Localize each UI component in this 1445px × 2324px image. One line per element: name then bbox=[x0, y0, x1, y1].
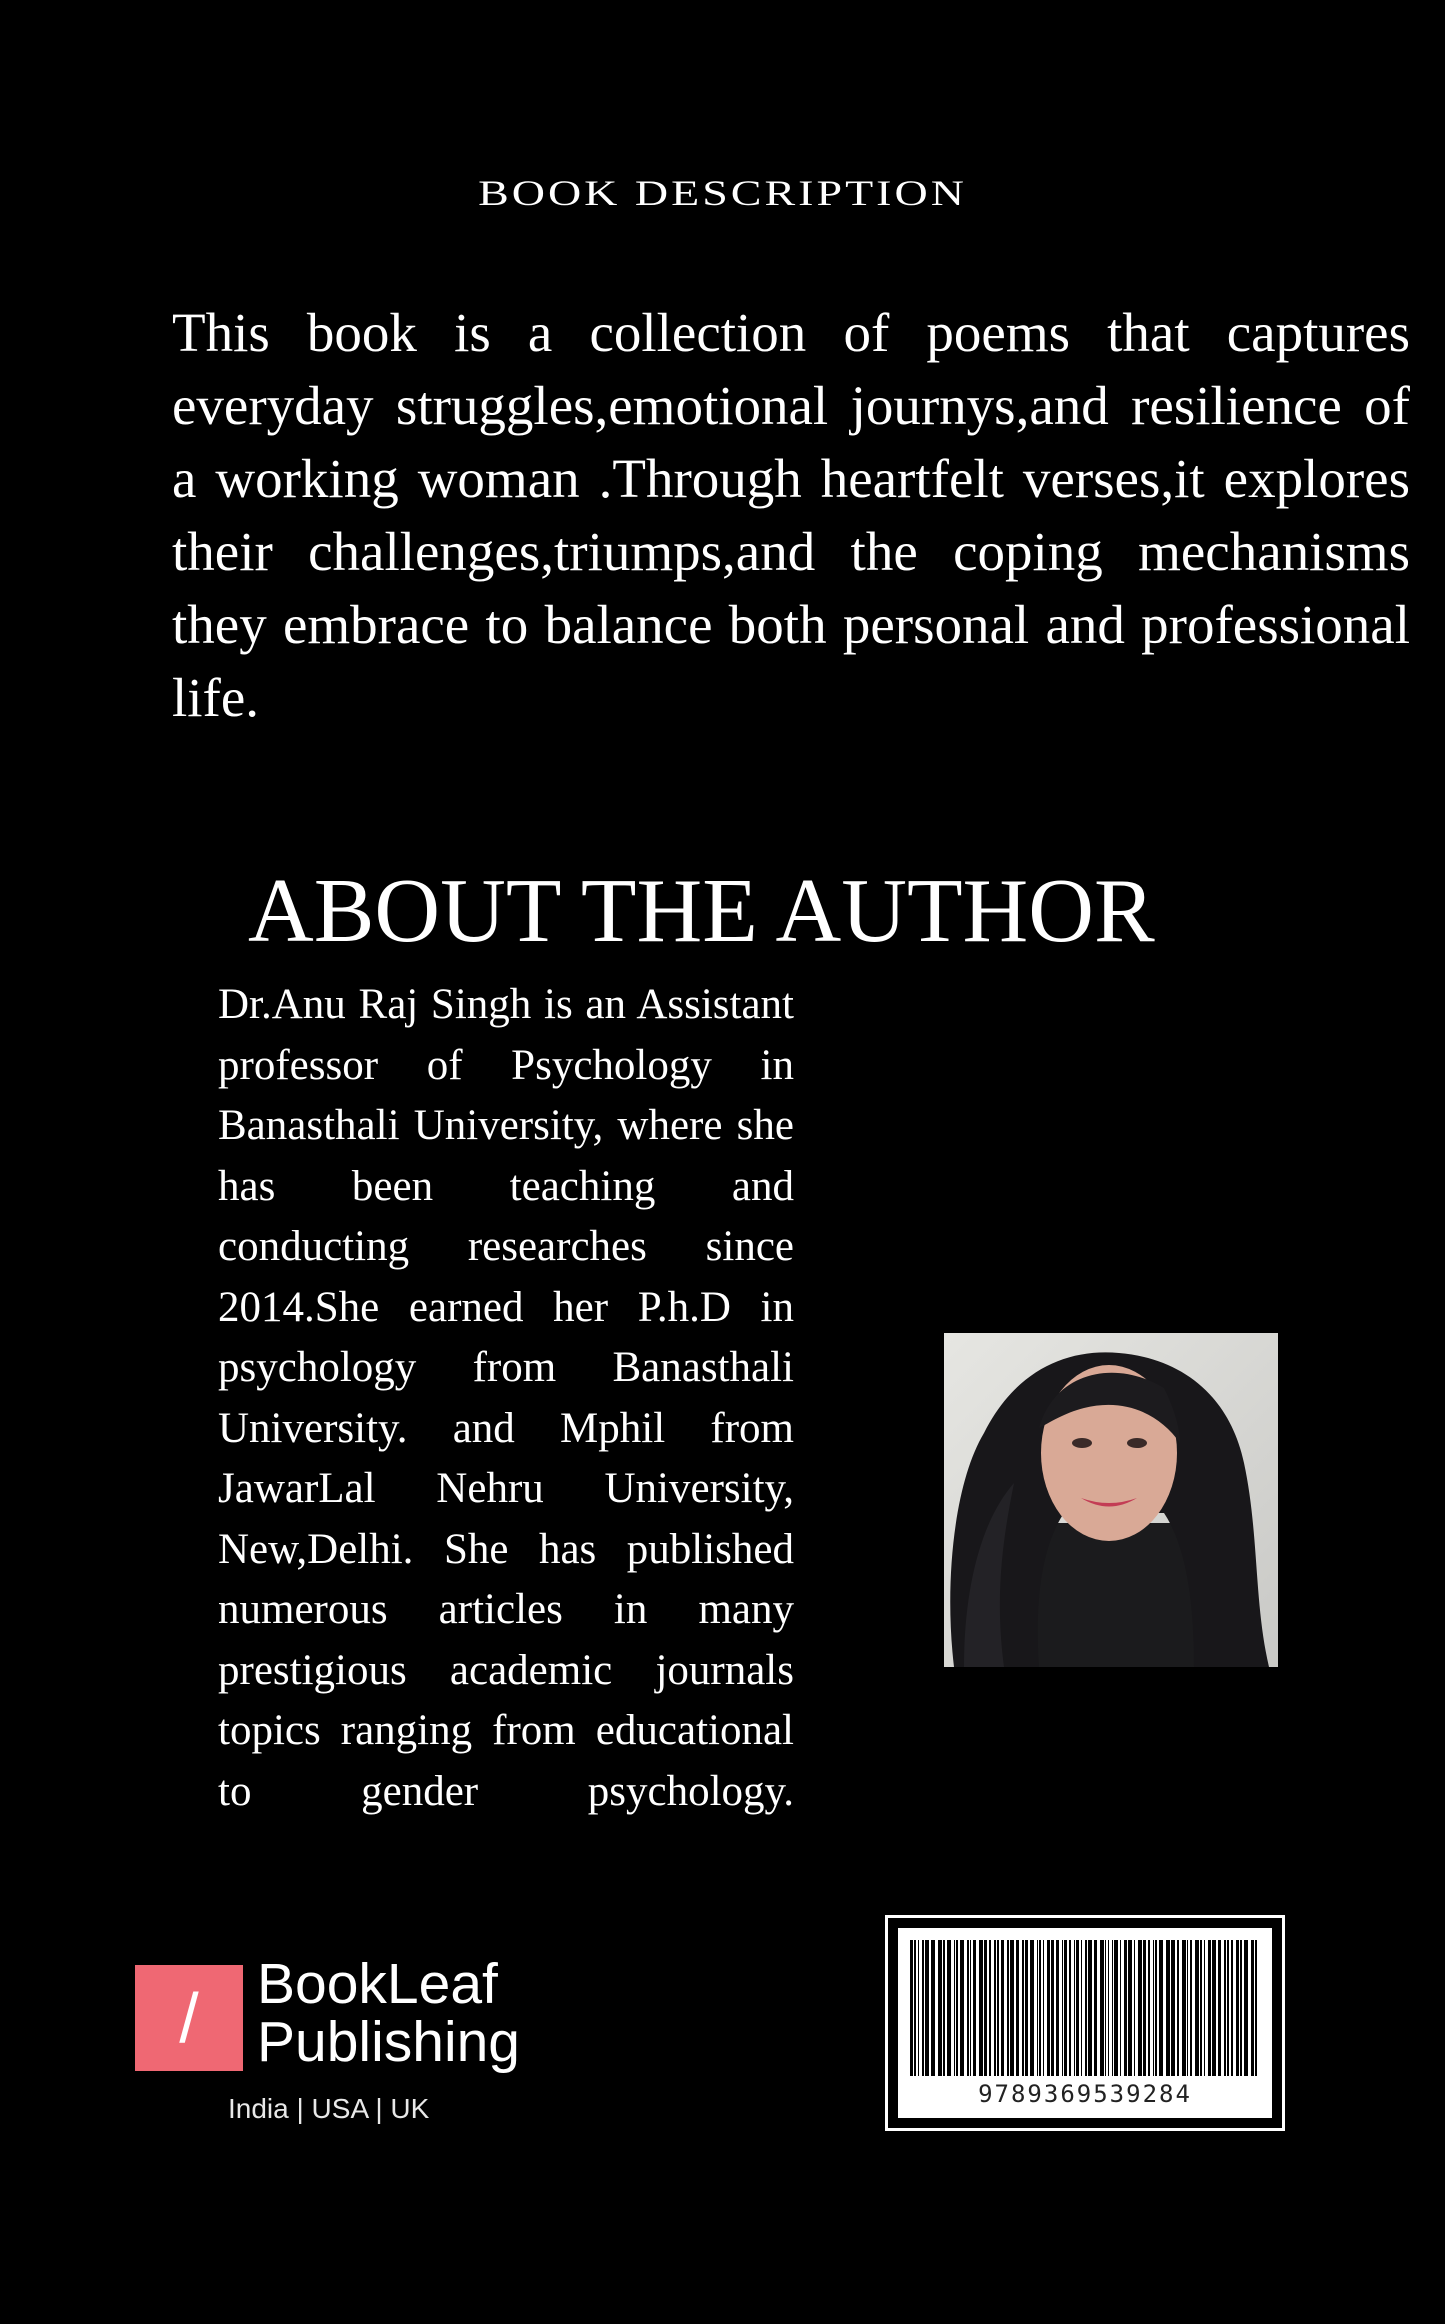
barcode-bar bbox=[997, 1940, 999, 2076]
author-bio-text: Dr.Anu Raj Singh is an Assistant professor of Psychology in Banasthali University, where she has been teaching and conducting researches since 2014.She earned her P.h.D in psychology from Banasthali University. and Mphil from JawarLal Nehru University, New,Delhi. She has published numerous articles in many prestigious academic journals topics ranging from educational to gender psychology. bbox=[218, 981, 794, 1815]
barcode-bar bbox=[1112, 1940, 1113, 2076]
barcode-bar bbox=[1236, 1940, 1239, 2076]
barcode-bar bbox=[1134, 1940, 1135, 2076]
barcode-bar bbox=[1108, 1940, 1109, 2076]
barcode-bar bbox=[1120, 1940, 1121, 2076]
barcode-bar bbox=[1153, 1940, 1154, 2076]
publisher-regions: India | USA | UK bbox=[228, 2093, 430, 2124]
barcode-bar bbox=[1001, 1940, 1004, 2076]
barcode-bar bbox=[1074, 1940, 1075, 2076]
barcode-bar bbox=[1056, 1940, 1059, 2076]
barcode-bar bbox=[1224, 1940, 1226, 2076]
barcode-bar bbox=[984, 1940, 987, 2076]
barcode-bar bbox=[943, 1940, 945, 2076]
barcode-bar bbox=[1105, 1940, 1106, 2076]
publisher-name-line1: BookLeaf bbox=[257, 1952, 498, 2016]
barcode-bar bbox=[1025, 1940, 1028, 2076]
barcode-bar bbox=[1195, 1940, 1199, 2076]
barcode-bar bbox=[1062, 1940, 1063, 2076]
publisher-logo bbox=[135, 1952, 555, 2135]
barcode-bar bbox=[1200, 1940, 1202, 2076]
barcode-bar bbox=[918, 1940, 919, 2076]
barcode-bar bbox=[994, 1940, 996, 2076]
barcode-bar bbox=[1100, 1940, 1104, 2076]
barcode-bar bbox=[1218, 1940, 1221, 2076]
barcode-bar bbox=[922, 1940, 924, 2076]
barcode-bar bbox=[1190, 1940, 1192, 2076]
barcode-bar bbox=[1094, 1940, 1097, 2076]
about-author-heading: ABOUT THE AUTHOR bbox=[248, 860, 1155, 961]
barcode-bar bbox=[1244, 1940, 1248, 2076]
barcode-bar bbox=[1081, 1940, 1082, 2076]
barcode-bar bbox=[1039, 1940, 1041, 2076]
barcode-bar bbox=[1240, 1940, 1242, 2076]
barcode-bar bbox=[1007, 1940, 1009, 2076]
barcode-bar bbox=[1016, 1940, 1019, 2076]
barcode-bar bbox=[1088, 1940, 1092, 2076]
publisher-name-line2: Publishing bbox=[257, 2010, 521, 2074]
barcode-bar bbox=[925, 1940, 929, 2076]
barcode-bar bbox=[947, 1940, 951, 2076]
barcode-bar bbox=[960, 1940, 964, 2076]
barcode-bar bbox=[1114, 1940, 1118, 2076]
book-description-heading: BOOK DESCRIPTION bbox=[478, 172, 967, 213]
barcode-bar bbox=[1251, 1940, 1254, 2076]
barcode-bar bbox=[1159, 1940, 1163, 2076]
barcode-bar bbox=[1208, 1940, 1211, 2076]
barcode-bar bbox=[1177, 1940, 1179, 2076]
isbn-number: 9789369539284 bbox=[978, 2080, 1192, 2108]
barcode-bar bbox=[1138, 1940, 1142, 2076]
barcode-bar bbox=[1010, 1940, 1014, 2076]
barcode-panel bbox=[898, 1928, 1272, 2118]
barcode-bar bbox=[1231, 1940, 1233, 2076]
barcode-bar bbox=[931, 1940, 935, 2076]
publisher-slash-icon: / bbox=[135, 1965, 243, 2071]
barcode-bar bbox=[979, 1940, 983, 2076]
isbn-barcode bbox=[885, 1915, 1285, 2131]
author-photo bbox=[944, 1333, 1278, 1667]
barcode-bar bbox=[1227, 1940, 1229, 2076]
barcode-bar bbox=[1204, 1940, 1205, 2076]
barcode-bar bbox=[970, 1940, 971, 2076]
barcode-bar bbox=[1255, 1940, 1257, 2076]
barcode-bar bbox=[1171, 1940, 1175, 2076]
barcode-bar bbox=[1148, 1940, 1150, 2076]
barcode-bar bbox=[938, 1940, 942, 2076]
barcode-bar bbox=[989, 1940, 991, 2076]
barcode-bar bbox=[1128, 1940, 1132, 2076]
barcode-bar bbox=[1124, 1940, 1127, 2076]
barcode-bar bbox=[1212, 1940, 1216, 2076]
barcode-bar bbox=[973, 1940, 976, 2076]
barcode-bar bbox=[910, 1940, 913, 2076]
publisher-name bbox=[257, 1952, 521, 2074]
barcode-bar bbox=[956, 1940, 958, 2076]
barcode-bar bbox=[1047, 1940, 1050, 2076]
barcode-bar bbox=[1155, 1940, 1157, 2076]
barcode-bar bbox=[1182, 1940, 1186, 2076]
barcode-bar bbox=[1143, 1940, 1146, 2076]
barcode-bar bbox=[954, 1940, 955, 2076]
barcode-bar bbox=[1069, 1940, 1071, 2076]
barcode-bar bbox=[1043, 1940, 1044, 2076]
barcode-bar bbox=[1037, 1940, 1038, 2076]
barcode-bar bbox=[1085, 1940, 1087, 2076]
barcode-bar bbox=[914, 1940, 916, 2076]
barcode-bar bbox=[1166, 1940, 1170, 2076]
barcode-bar bbox=[1187, 1940, 1188, 2076]
barcode-bars bbox=[910, 1940, 1260, 2076]
book-description-text: This book is a collection of poems that captures everyday struggles,emotional journys,and resilience of a working woman .Through heartfelt verses,it explores their challenges,triumps,and the coping mechanisms they embrace to balance both personal and professional life. bbox=[172, 302, 1410, 728]
barcode-bar bbox=[1051, 1940, 1054, 2076]
barcode-bar bbox=[1076, 1940, 1079, 2076]
barcode-bar bbox=[1030, 1940, 1034, 2076]
barcode-bar bbox=[967, 1940, 969, 2076]
barcode-bar bbox=[1064, 1940, 1067, 2076]
barcode-bar bbox=[1022, 1940, 1024, 2076]
